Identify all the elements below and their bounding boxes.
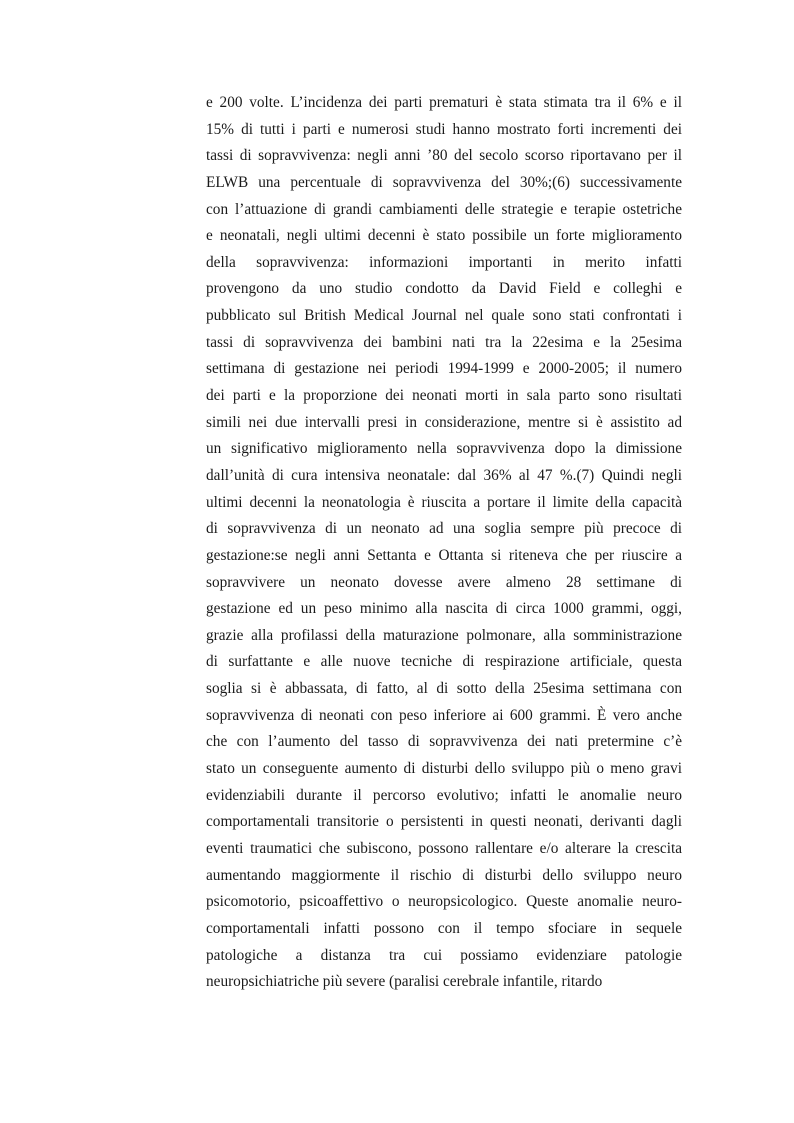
text-line: pubblicato sul British Medical Journal nel quale sono stati confrontati i (206, 307, 682, 325)
text-line: soglia si è abbassata, di fatto, al di sotto della 25esima settimana con (206, 680, 682, 698)
text-line: aumentando maggiormente il rischio di disturbi dello sviluppo neuro (206, 866, 682, 884)
text-line: evidenziabili durante il percorso evolutivo; infatti le anomalie neuro (206, 786, 682, 804)
text-line: gestazione ed un peso minimo alla nascita di circa 1000 grammi, oggi, (206, 600, 682, 618)
text-line: psicomotorio, psicoaffettivo o neuropsicologico. Queste anomalie neuro- (206, 893, 682, 911)
text-line: grazie alla profilassi della maturazione polmonare, alla somministrazione (206, 626, 682, 644)
text-line: provengono da uno studio condotto da David Field e colleghi e (206, 280, 682, 298)
text-line: di sopravvivenza di un neonato ad una soglia sempre più precoce di (206, 520, 682, 538)
text-line: neuropsichiatriche più severe (paralisi cerebrale infantile, ritardo (206, 973, 603, 991)
text-line: e neonatali, negli ultimi decenni è stato possibile un forte miglioramento (206, 227, 682, 245)
text-line: patologiche a distanza tra cui possiamo evidenziare patologie (206, 946, 682, 964)
text-line: sopravvivere un neonato dovesse avere almeno 28 settimane di (206, 573, 682, 591)
text-line: comportamentali infatti possono con il tempo sfociare in sequele (206, 919, 682, 937)
text-line: sopravvivenza di neonati con peso inferiore ai 600 grammi. È vero anche (206, 706, 682, 724)
text-line: tassi di sopravvivenza: negli anni ’80 del secolo scorso riportavano per il (206, 147, 682, 165)
text-line: simili nei due intervalli presi in considerazione, mentre si è assistito ad (206, 413, 682, 431)
text-line: gestazione:se negli anni Settanta e Ottanta si riteneva che per riuscire a (206, 546, 682, 564)
text-line: settimana di gestazione nei periodi 1994-1999 e 2000-2005; il numero (206, 360, 682, 378)
text-line: ELWB una percentuale di sopravvivenza del 30%;(6) successivamente (206, 173, 682, 191)
text-line: dall’unità di cura intensiva neonatale: dal 36% al 47 %.(7) Quindi negli (206, 466, 682, 484)
text-line: con l’attuazione di grandi cambiamenti delle strategie e terapie ostetriche (206, 200, 682, 218)
text-line: ultimi decenni la neonatologia è riuscita a portare il limite della capacità (206, 493, 682, 511)
text-line: che con l’aumento del tasso di sopravvivenza dei nati pretermine c’è (206, 733, 682, 751)
text-line: dei parti e la proporzione dei neonati morti in sala parto sono risultati (206, 387, 682, 405)
body-paragraph (206, 90, 682, 996)
text-line: di surfattante e alle nuove tecniche di respirazione artificiale, questa (206, 653, 682, 671)
text-line: comportamentali transitorie o persistenti in questi neonati, derivanti dagli (206, 813, 682, 831)
text-line: tassi di sopravvivenza dei bambini nati tra la 22esima e la 25esima (206, 333, 682, 351)
text-line: stato un conseguente aumento di disturbi dello sviluppo più o meno gravi (206, 760, 682, 778)
text-line: un significativo miglioramento nella sopravvivenza dopo la dimissione (206, 440, 682, 458)
text-line: 15% di tutti i parti e numerosi studi hanno mostrato forti incrementi dei (206, 120, 682, 138)
text-line: e 200 volte. L’incidenza dei parti prematuri è stata stimata tra il 6% e il (206, 94, 682, 111)
text-line: della sopravvivenza: informazioni importanti in merito infatti (206, 253, 682, 271)
text-line: eventi traumatici che subiscono, possono rallentare e/o alterare la crescita (206, 839, 682, 857)
